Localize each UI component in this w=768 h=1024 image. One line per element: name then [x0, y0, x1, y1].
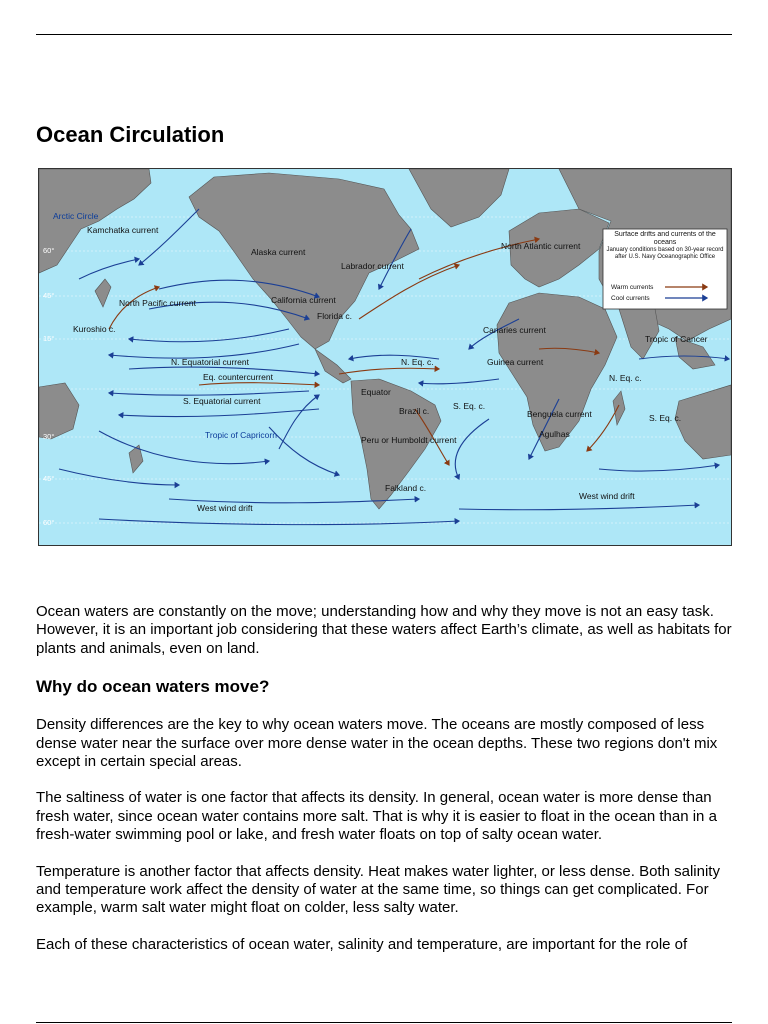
s-eq-c-ind-label: S. Eq. c.	[649, 413, 682, 423]
svg-text:60°: 60°	[43, 518, 55, 527]
paragraph-salinity: The saltiness of water is one factor that affects its density. In general, ocean water is more dense than fresh water, since ocean water contains more salt. That is why it is easier to float in the ocean than in a fresh-water swimming pool or lake, and fresh water floats on top of salty ocean water.	[36, 789, 717, 844]
kuroshio-label: Kuroshio c.	[73, 324, 116, 334]
footer-rule	[36, 1022, 732, 1023]
svg-text:45°: 45°	[43, 291, 55, 300]
map-legend	[603, 229, 727, 309]
brazil-label: Brazil c.	[399, 406, 430, 416]
north-atlantic-label: North Atlantic current	[501, 241, 581, 251]
n-eq-current-label: N. Equatorial current	[171, 357, 249, 367]
equator-label: Equator	[361, 387, 391, 397]
eq-counter-label: Eq. countercurrent	[203, 372, 273, 382]
florida-label: Florida c.	[317, 311, 352, 321]
legend-note: January conditions based on 30-year record after U.S. Navy Oceanographic Office	[606, 247, 724, 260]
falkland-label: Falkland c.	[385, 483, 427, 493]
legend-warm-label: Warm currents	[611, 284, 654, 291]
west-wind-drift-label-1: West wind drift	[579, 491, 635, 501]
paragraph-characteristics: Each of these characteristics of ocean water, salinity and temperature, are important for the role of	[36, 935, 688, 953]
legend-title: Surface drifts and currents of the oceans	[614, 231, 716, 246]
s-eq-current-label: S. Equatorial current	[183, 396, 261, 406]
svg-text:30°: 30°	[43, 432, 55, 441]
alaska-label: Alaska current	[251, 247, 306, 257]
svg-text:45°: 45°	[43, 474, 55, 483]
ocean-currents-map	[38, 168, 732, 546]
north-pacific-label: North Pacific current	[119, 298, 196, 308]
n-eq-c-atl-label: N. Eq. c.	[401, 357, 434, 367]
svg-text:60°: 60°	[43, 246, 55, 255]
benguela-label: Benguela current	[527, 409, 592, 419]
california-label: California current	[271, 295, 336, 305]
s-eq-c-atl-label: S. Eq. c.	[453, 401, 486, 411]
paragraph-intro: Ocean waters are constantly on the move; understanding how and why they move is not an easy task. However, it is an important job considering that these waters affect Earth’s climate, as well as habitats for plants and animals, even on land.	[36, 603, 732, 657]
tropic-capricorn-label: Tropic of Capricorn	[205, 430, 277, 440]
agulhas-label: Agulhas	[539, 429, 570, 439]
page-title: Ocean Circulation	[36, 122, 225, 147]
paragraph-temperature: Temperature is another factor that affects density. Heat makes water lighter, or less dense. Both salinity and temperature work affect the density of water at the same time, so things can get complicated. For example, warm salt water might float on colder, less salty water.	[36, 862, 720, 917]
legend-cool-label: Cool currents	[611, 295, 650, 302]
paragraph-density: Density differences are the key to why ocean waters move. The oceans are mostly composed of less dense water near the surface over more dense water in the ocean depths. These two regions don't mix except in certain special areas.	[36, 716, 718, 771]
article-body	[36, 603, 736, 972]
peru-label: Peru or Humboldt current	[361, 435, 457, 445]
west-wind-drift-label-2: West wind drift	[197, 503, 253, 513]
tropic-cancer-label: Tropic of Cancer	[645, 334, 708, 344]
canaries-label: Canaries current	[483, 325, 546, 335]
n-eq-c-ind-label: N. Eq. c.	[609, 373, 642, 383]
labrador-label: Labrador current	[341, 261, 404, 271]
guinea-label: Guinea current	[487, 357, 544, 367]
header-rule	[36, 34, 732, 35]
svg-text:15°: 15°	[43, 334, 55, 343]
section-heading: Why do ocean waters move?	[36, 677, 270, 697]
arctic-circle-label: Arctic Circle	[53, 211, 99, 221]
kamchatka-label: Kamchatka current	[87, 225, 159, 235]
